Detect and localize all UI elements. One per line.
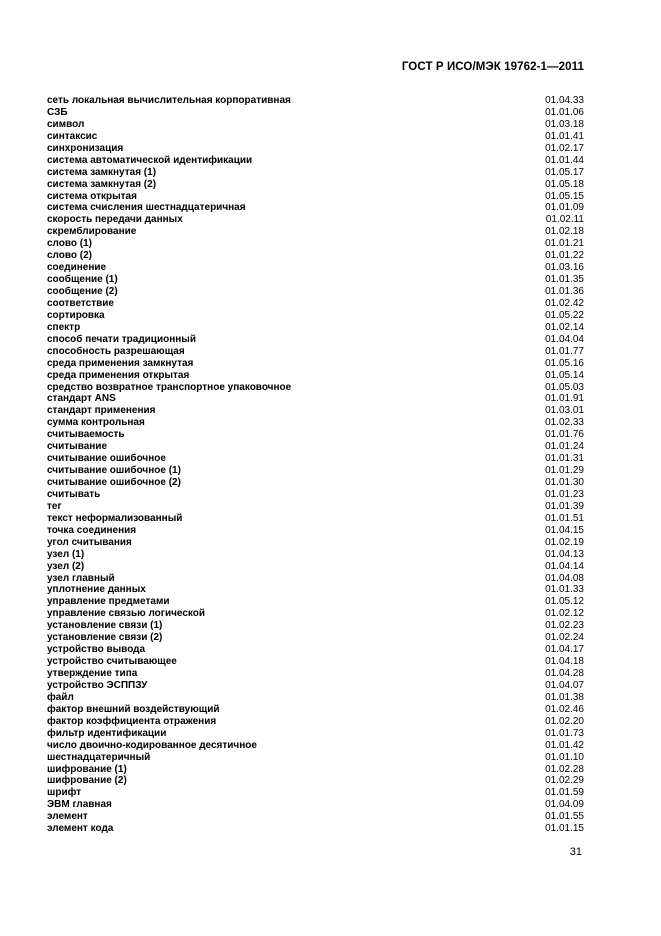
index-entry — [47, 584, 584, 596]
index-term: способность разрешающая — [47, 345, 185, 357]
index-entry — [47, 119, 584, 131]
index-entry — [47, 799, 584, 811]
index-code: 01.05.03 — [545, 381, 584, 393]
index-term: среда применения открытая — [47, 369, 190, 381]
index-entry — [47, 131, 584, 143]
index-term: элемент — [47, 811, 88, 823]
index-code: 01.01.42 — [545, 739, 584, 751]
index-entry — [47, 489, 584, 501]
index-term: стандарт применения — [47, 405, 156, 417]
index-entry — [47, 656, 584, 668]
index-entry — [47, 286, 584, 298]
index-code: 01.03.18 — [545, 118, 584, 130]
index-entry — [47, 322, 584, 334]
index-code: 01.01.24 — [545, 441, 584, 453]
index-entry — [47, 537, 584, 549]
index-code: 01.05.17 — [545, 166, 584, 178]
index-entry — [47, 453, 584, 465]
index-term: символ — [47, 118, 85, 130]
index-code: 01.04.13 — [545, 548, 584, 560]
index-code: 01.05.18 — [545, 178, 584, 190]
index-code: 01.02.33 — [545, 417, 584, 429]
index-code: 01.01.36 — [545, 286, 584, 297]
index-term: среда применения замкнутая — [47, 357, 194, 369]
index-entry — [47, 143, 584, 155]
index-code: 01.04.33 — [545, 95, 584, 106]
index-term: шифрование (1) — [47, 763, 127, 775]
index-entry — [47, 549, 584, 561]
index-code: 01.02.20 — [545, 715, 584, 727]
index-entry — [47, 393, 584, 405]
index-entry — [47, 238, 584, 250]
index-entry — [47, 250, 584, 262]
index-entry — [47, 501, 584, 513]
index-code: 01.01.21 — [545, 238, 584, 250]
index-entry — [47, 382, 584, 394]
index-term: установление связи (1) — [47, 620, 163, 632]
index-term: текст неформализованный — [47, 512, 183, 524]
index-term: спектр — [47, 321, 81, 333]
index-term: соответствие — [47, 297, 114, 309]
index-entry — [47, 298, 584, 310]
index-term: система открытая — [47, 190, 137, 202]
index-term: считывание ошибочное — [47, 453, 166, 465]
index-entry — [47, 632, 584, 644]
index-code: 01.01.29 — [545, 465, 584, 477]
index-entry — [47, 370, 584, 382]
index-code: 01.05.12 — [545, 596, 584, 608]
index-entry — [47, 596, 584, 608]
index-code: 01.05.15 — [545, 190, 584, 202]
index-term: элемент кода — [47, 823, 114, 835]
index-term: тег — [47, 500, 62, 512]
index-code: 01.02.29 — [545, 775, 584, 787]
index-term: шифрование (2) — [47, 775, 127, 787]
index-term: ЭВМ главная — [47, 799, 112, 811]
index-entry — [47, 477, 584, 489]
index-code: 01.01.09 — [545, 202, 584, 214]
index-term: СЗБ — [47, 106, 68, 118]
index-entry — [47, 214, 584, 226]
index-entry — [47, 668, 584, 680]
index-term: сообщение (1) — [47, 274, 118, 286]
index-entry — [47, 226, 584, 238]
index-entry — [47, 155, 584, 167]
index-entry — [47, 202, 584, 214]
index-entry — [47, 775, 584, 787]
index-term: синхронизация — [47, 142, 124, 154]
index-term: сообщение (2) — [47, 286, 118, 297]
index-entry — [47, 811, 584, 823]
index-term: сеть локальная вычислительная корпоративная — [47, 95, 291, 106]
index-code: 01.04.15 — [545, 524, 584, 536]
index-code: 01.02.11 — [545, 214, 584, 226]
index-code: 01.01.91 — [545, 393, 584, 405]
index-code: 01.02.14 — [545, 321, 584, 333]
index-code: 01.01.44 — [545, 154, 584, 166]
index-entry — [47, 274, 584, 286]
index-code: 01.01.15 — [545, 823, 584, 835]
index-term: устройство вывода — [47, 644, 146, 656]
index-code: 01.04.09 — [545, 799, 584, 811]
index-code: 01.01.77 — [545, 345, 584, 357]
index-entry — [47, 310, 584, 322]
index-code: 01.05.16 — [545, 357, 584, 369]
index-term: управление связью логической — [47, 608, 206, 620]
index-term: фактор коэффициента отражения — [47, 715, 217, 727]
index-entry — [47, 764, 584, 776]
index-code: 01.02.23 — [545, 620, 584, 632]
index-term: средство возвратное транспортное упаковочное — [47, 381, 292, 393]
index-code: 01.04.28 — [545, 668, 584, 679]
index-entry — [47, 728, 584, 740]
index-code: 01.01.31 — [545, 453, 584, 465]
index-code: 01.01.06 — [545, 106, 584, 118]
index-entry — [47, 513, 584, 525]
index-code: 01.04.17 — [545, 644, 584, 656]
index-entry — [47, 441, 584, 453]
index-code: 01.01.51 — [545, 512, 584, 524]
index-code: 01.04.14 — [545, 560, 584, 572]
index-term: скремблирование — [47, 226, 137, 238]
index-code: 01.05.22 — [545, 309, 584, 321]
index-term: считывать — [47, 488, 101, 500]
index-term: сумма контрольная — [47, 417, 145, 429]
index-term: синтаксис — [47, 130, 98, 142]
index-term: соединение — [47, 262, 107, 274]
index-entry — [47, 95, 584, 107]
index-term: способ печати традиционный — [47, 333, 196, 345]
index-term: узел (2) — [47, 560, 85, 572]
index-term: система замкнутая (2) — [47, 178, 157, 190]
index-entry — [47, 262, 584, 274]
index-term: угол считывания — [47, 536, 132, 548]
index-entry — [47, 740, 584, 752]
index-term: управление предметами — [47, 596, 170, 608]
index-term: число двоично-кодированное десятичное — [47, 739, 257, 751]
index-code: 01.05.14 — [545, 369, 584, 381]
index-entry — [47, 107, 584, 119]
index-term: стандарт ANS — [47, 393, 116, 405]
index-term: слово (1) — [47, 238, 93, 250]
index-code: 01.04.18 — [545, 656, 584, 668]
index-code: 01.02.17 — [545, 142, 584, 154]
index-code: 01.01.76 — [545, 429, 584, 441]
index-code: 01.02.12 — [545, 608, 584, 620]
index-term: сортировка — [47, 309, 105, 321]
index-code: 01.02.28 — [545, 763, 584, 775]
index-term: скорость передачи данных — [47, 214, 183, 226]
index-entry — [47, 644, 584, 656]
index-term: установление связи (2) — [47, 632, 163, 644]
index-entry — [47, 752, 584, 764]
index-code: 01.01.39 — [545, 500, 584, 512]
index-entry — [47, 179, 584, 191]
index-code: 01.01.59 — [545, 787, 584, 799]
index-entry — [47, 787, 584, 799]
index-code: 01.04.04 — [545, 333, 584, 345]
index-term: система замкнутая (1) — [47, 166, 157, 178]
index-entry — [47, 346, 584, 358]
index-term: считываемость — [47, 429, 125, 441]
index-code: 01.04.07 — [545, 679, 584, 691]
index-entry — [47, 608, 584, 620]
index-code: 01.01.10 — [545, 751, 584, 763]
index-code: 01.01.23 — [545, 488, 584, 500]
index-code: 01.02.18 — [545, 226, 584, 238]
index-entry — [47, 716, 584, 728]
index-entry — [47, 358, 584, 370]
index-entry — [47, 417, 584, 429]
index-entry — [47, 573, 584, 585]
document-header: ГОСТ Р ИСО/МЭК 19762-1—2011 — [401, 61, 584, 73]
index-code: 01.01.33 — [545, 584, 584, 596]
index-code: 01.02.24 — [545, 632, 584, 644]
index-entry — [47, 692, 584, 704]
index-code: 01.02.42 — [545, 297, 584, 309]
index-entry — [47, 680, 584, 692]
index-term: считывание ошибочное (1) — [47, 465, 181, 477]
index-entry — [47, 704, 584, 716]
page-number: 31 — [569, 846, 582, 858]
index-code: 01.04.08 — [545, 572, 584, 584]
index-term: точка соединения — [47, 524, 137, 536]
index-code: 01.02.46 — [545, 703, 584, 715]
index-code: 01.01.38 — [545, 691, 584, 703]
index-term: файл — [47, 691, 74, 703]
index-entry — [47, 465, 584, 477]
index-code: 01.01.30 — [545, 477, 584, 488]
index-term: узел главный — [47, 572, 115, 584]
index-code: 01.01.55 — [545, 811, 584, 823]
index-code: 01.03.01 — [545, 405, 584, 417]
index-code: 01.02.19 — [545, 536, 584, 548]
index-term: считывание ошибочное (2) — [47, 477, 181, 488]
index-term: фактор внешний воздействующий — [47, 703, 220, 715]
index-code: 01.01.35 — [545, 274, 584, 286]
index-term: узел (1) — [47, 548, 85, 560]
index-entry — [47, 620, 584, 632]
index-term: утверждение типа — [47, 668, 138, 679]
index-term: фильтр идентификации — [47, 727, 167, 739]
index-term: шрифт — [47, 787, 82, 799]
index-term: система счисления шестнадцатеричная — [47, 202, 246, 214]
index-entry — [47, 823, 584, 835]
index-entry — [47, 167, 584, 179]
index-code: 01.01.22 — [545, 250, 584, 262]
index-code: 01.01.73 — [545, 727, 584, 739]
index-term: устройство ЭСППЗУ — [47, 679, 148, 691]
index-code: 01.03.16 — [545, 262, 584, 274]
index-term: слово (2) — [47, 250, 93, 262]
index-entry — [47, 191, 584, 203]
index-entry — [47, 525, 584, 537]
index-entry — [47, 405, 584, 417]
index-code: 01.01.41 — [545, 130, 584, 142]
index-term: считывание — [47, 441, 108, 453]
index-term: устройство считывающее — [47, 656, 177, 668]
index-term: уплотнение данных — [47, 584, 146, 596]
index-entry — [47, 561, 584, 573]
term-index-list — [47, 95, 584, 835]
index-entry — [47, 334, 584, 346]
index-term: система автоматической идентификации — [47, 154, 253, 166]
index-term: шестнадцатеричный — [47, 751, 151, 763]
index-entry — [47, 429, 584, 441]
